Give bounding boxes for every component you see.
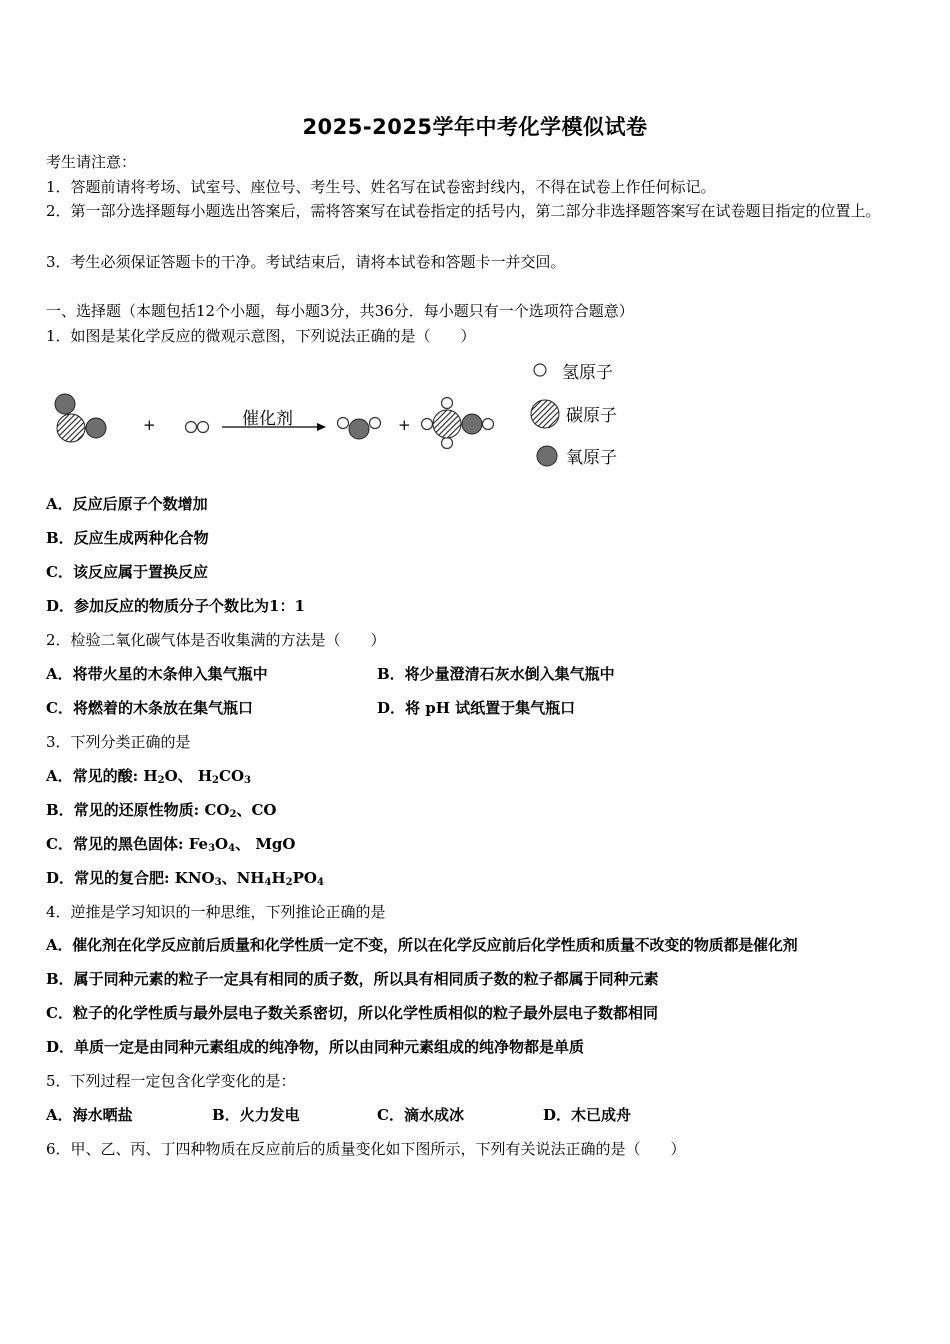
- plus-sign-2: +: [398, 416, 411, 434]
- legend-hydrogen-swatch: [534, 364, 546, 376]
- legend-oxygen: 氧原子: [566, 448, 617, 468]
- reactant-molecule-2: [186, 422, 209, 433]
- reaction-diagram: [40, 358, 640, 470]
- question-1-stem: 1．如图是某化学反应的微观示意图，下列说法正确的是（ ）: [46, 327, 476, 345]
- plus-sign-1: +: [143, 416, 156, 434]
- question-2-option-d[interactable]: D．将 pH 试纸置于集气瓶口: [377, 699, 576, 717]
- question-1-option-c[interactable]: C．该反应属于置换反应: [46, 563, 208, 581]
- product-molecule-1: [338, 418, 381, 440]
- notice-item-2: 2．第一部分选择题每小题选出答案后，需将答案写在试卷指定的括号内，第二部分非选择题答案写在试卷题目指定的位置上。: [46, 202, 881, 220]
- question-1-option-d[interactable]: D．参加反应的物质分子个数比为1：1: [46, 597, 305, 615]
- question-3-option-b[interactable]: B．常见的还原性物质: $CO_2$、CO: [46, 801, 277, 820]
- question-3-stem: 3．下列分类正确的是: [46, 733, 191, 751]
- notice-item-3: 3．考生必须保证答题卡的干净。考试结束后，请将本试卷和答题卡一并交回。: [46, 253, 566, 271]
- question-5-option-b[interactable]: B．火力发电: [212, 1106, 300, 1124]
- section-heading: 一、选择题（本题包括12个小题，每小题3分，共36分．每小题只有一个选项符合题意）: [46, 302, 634, 320]
- legend-hydrogen: 氢原子: [562, 363, 613, 383]
- question-5-stem: 5．下列过程一定包含化学变化的是：: [46, 1072, 296, 1090]
- question-5-option-c[interactable]: C．滴水成冰: [377, 1106, 464, 1124]
- notice-item-1: 1．答题前请将考场、试室号、座位号、考生号、姓名写在试卷密封线内，不得在试卷上作任何标记。: [46, 178, 716, 196]
- question-6-stem: 6．甲、乙、丙、丁四种物质在反应前后的质量变化如下图所示，下列有关说法正确的是（ ）: [46, 1140, 686, 1158]
- question-2-option-a[interactable]: A．将带火星的木条伸入集气瓶中: [46, 665, 268, 683]
- question-4-option-d[interactable]: D．单质一定是由同种元素组成的纯净物，所以由同种元素组成的纯净物都是单质: [46, 1038, 585, 1056]
- question-3-option-d[interactable]: D．常见的复合肥: $KNO_3$、$NH_4H_2PO_4$: [46, 869, 324, 888]
- question-2-option-c[interactable]: C．将燃着的木条放在集气瓶口: [46, 699, 253, 717]
- notice-heading: 考生请注意：: [46, 153, 137, 171]
- product-molecule-2: [422, 398, 494, 449]
- question-2-stem: 2．检验二氧化碳气体是否收集满的方法是（ ）: [46, 631, 386, 649]
- legend: [531, 363, 617, 468]
- question-1-option-b[interactable]: B．反应生成两种化合物: [46, 529, 209, 547]
- reactant-molecule-1: [55, 394, 106, 442]
- legend-carbon: 碳原子: [566, 406, 617, 426]
- legend-oxygen-swatch: [537, 446, 557, 466]
- question-4-stem: 4．逆推是学习知识的一种思维，下列推论正确的是: [46, 903, 386, 921]
- page-title: 2025-2025学年中考化学模似试卷: [302, 115, 648, 139]
- catalyst-label: 催化剂: [242, 409, 293, 429]
- question-3-option-a[interactable]: A．常见的酸: $H_2O$、 $H_2CO_3$: [46, 767, 251, 786]
- question-5-option-d[interactable]: D．木已成舟: [543, 1106, 632, 1124]
- question-1-option-a[interactable]: A．反应后原子个数增加: [46, 495, 208, 513]
- question-4-option-c[interactable]: C．粒子的化学性质与最外层电子数关系密切，所以化学性质相似的粒子最外层电子数都相同: [46, 1004, 658, 1022]
- question-4-option-a[interactable]: A．催化剂在化学反应前后质量和化学性质一定不变，所以在化学反应前后化学性质和质量不改变的物质都是催化剂: [46, 936, 798, 954]
- question-2-option-b[interactable]: B．将少量澄清石灰水倒入集气瓶中: [377, 665, 615, 683]
- question-5-option-a[interactable]: A．海水晒盐: [46, 1106, 133, 1124]
- legend-carbon-swatch: [531, 400, 559, 428]
- question-4-option-b[interactable]: B．属于同种元素的粒子一定具有相同的质子数，所以具有相同质子数的粒子都属于同种元素: [46, 970, 659, 988]
- question-3-option-c[interactable]: C．常见的黑色固体: $Fe_3O_4$、 MgO: [46, 835, 296, 854]
